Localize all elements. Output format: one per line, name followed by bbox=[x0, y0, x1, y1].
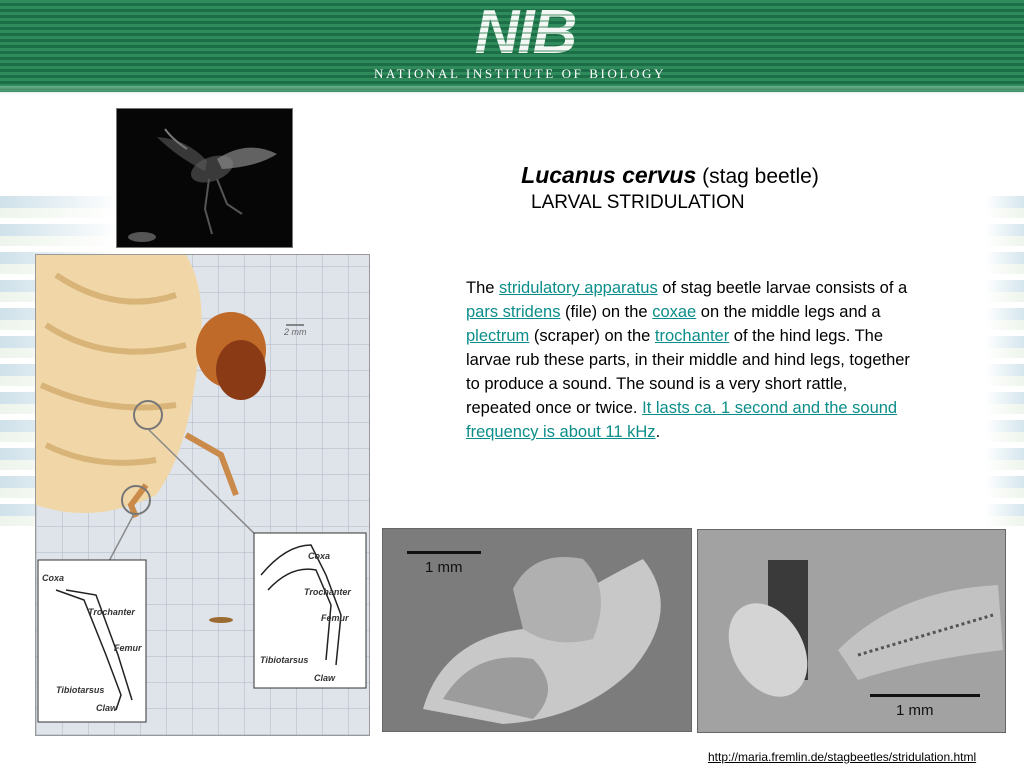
sem-left-scale-bar bbox=[407, 551, 481, 554]
link-trochanter[interactable]: trochanter bbox=[654, 327, 730, 345]
left-diagram-coxa: Coxa bbox=[42, 573, 65, 583]
left-diagram-trochanter: Trochanter bbox=[88, 607, 135, 617]
sem-right-scale-label: 1 mm bbox=[896, 702, 934, 719]
sem-photo-coxa bbox=[382, 528, 692, 732]
link-stridulatory-apparatus[interactable]: stridulatory apparatus bbox=[499, 279, 658, 297]
header-banner bbox=[0, 0, 1024, 92]
sem-left-scale-label: 1 mm bbox=[425, 559, 463, 576]
right-diagram-femur: Femur bbox=[321, 613, 349, 623]
sem-photo-trochanter bbox=[697, 529, 1006, 733]
slide-subtitle: LARVAL STRIDULATION bbox=[531, 192, 745, 213]
body-text-3: (file) on the bbox=[560, 303, 653, 321]
right-diagram-coxa: Coxa bbox=[308, 551, 331, 561]
scientific-name: Lucanus cervus bbox=[521, 162, 697, 188]
right-diagram-tibiotarsus: Tibiotarsus bbox=[260, 655, 309, 665]
left-diagram-femur: Femur bbox=[114, 643, 142, 653]
body-text-7: . bbox=[655, 423, 661, 441]
source-url[interactable]: http://maria.fremlin.de/stagbeetles/stridulation.html bbox=[708, 750, 977, 764]
link-coxae[interactable]: coxae bbox=[652, 303, 697, 321]
nib-logo: NIB bbox=[440, 4, 610, 62]
link-plectrum[interactable]: plectrum bbox=[466, 327, 530, 345]
body-text-6: of the hind legs. The larvae rub these parts, in their middle and hind legs, together to produce a sound. The sound is a very short rattle, repeated once or twice. bbox=[466, 327, 910, 417]
flying-beetle-photo bbox=[116, 108, 293, 248]
body-text-5: (scraper) on the bbox=[529, 327, 655, 345]
right-diagram-trochanter: Trochanter bbox=[304, 587, 351, 597]
larva-scale-label: 2 mm bbox=[284, 327, 307, 337]
flying-beetle-drawing bbox=[117, 109, 292, 247]
common-name: (stag beetle) bbox=[702, 165, 819, 188]
larva-drawing bbox=[36, 255, 369, 735]
slide-title bbox=[460, 162, 880, 189]
right-diagram-claw: Claw bbox=[314, 673, 336, 683]
left-diagram-tibiotarsus: Tibiotarsus bbox=[56, 685, 105, 695]
body-text-2: of stag beetle larvae consists of a bbox=[657, 279, 908, 297]
description-paragraph bbox=[466, 276, 911, 444]
right-decorative-stripes bbox=[985, 196, 1024, 526]
header-fade bbox=[0, 86, 1024, 94]
larva-photo bbox=[35, 254, 370, 736]
sem-trochanter-drawing bbox=[698, 530, 1005, 732]
link-pars-stridens[interactable]: pars stridens bbox=[466, 303, 561, 321]
body-text-1: The bbox=[466, 279, 500, 297]
institute-name: NATIONAL INSTITUTE OF BIOLOGY bbox=[374, 66, 666, 81]
left-diagram-claw: Claw bbox=[96, 703, 118, 713]
link-sound-duration[interactable]: It lasts ca. 1 second and the sound frequency is about 11 kHz bbox=[466, 399, 898, 441]
sem-right-scale-bar bbox=[870, 694, 980, 697]
body-text-4: on the middle legs and a bbox=[696, 303, 881, 321]
